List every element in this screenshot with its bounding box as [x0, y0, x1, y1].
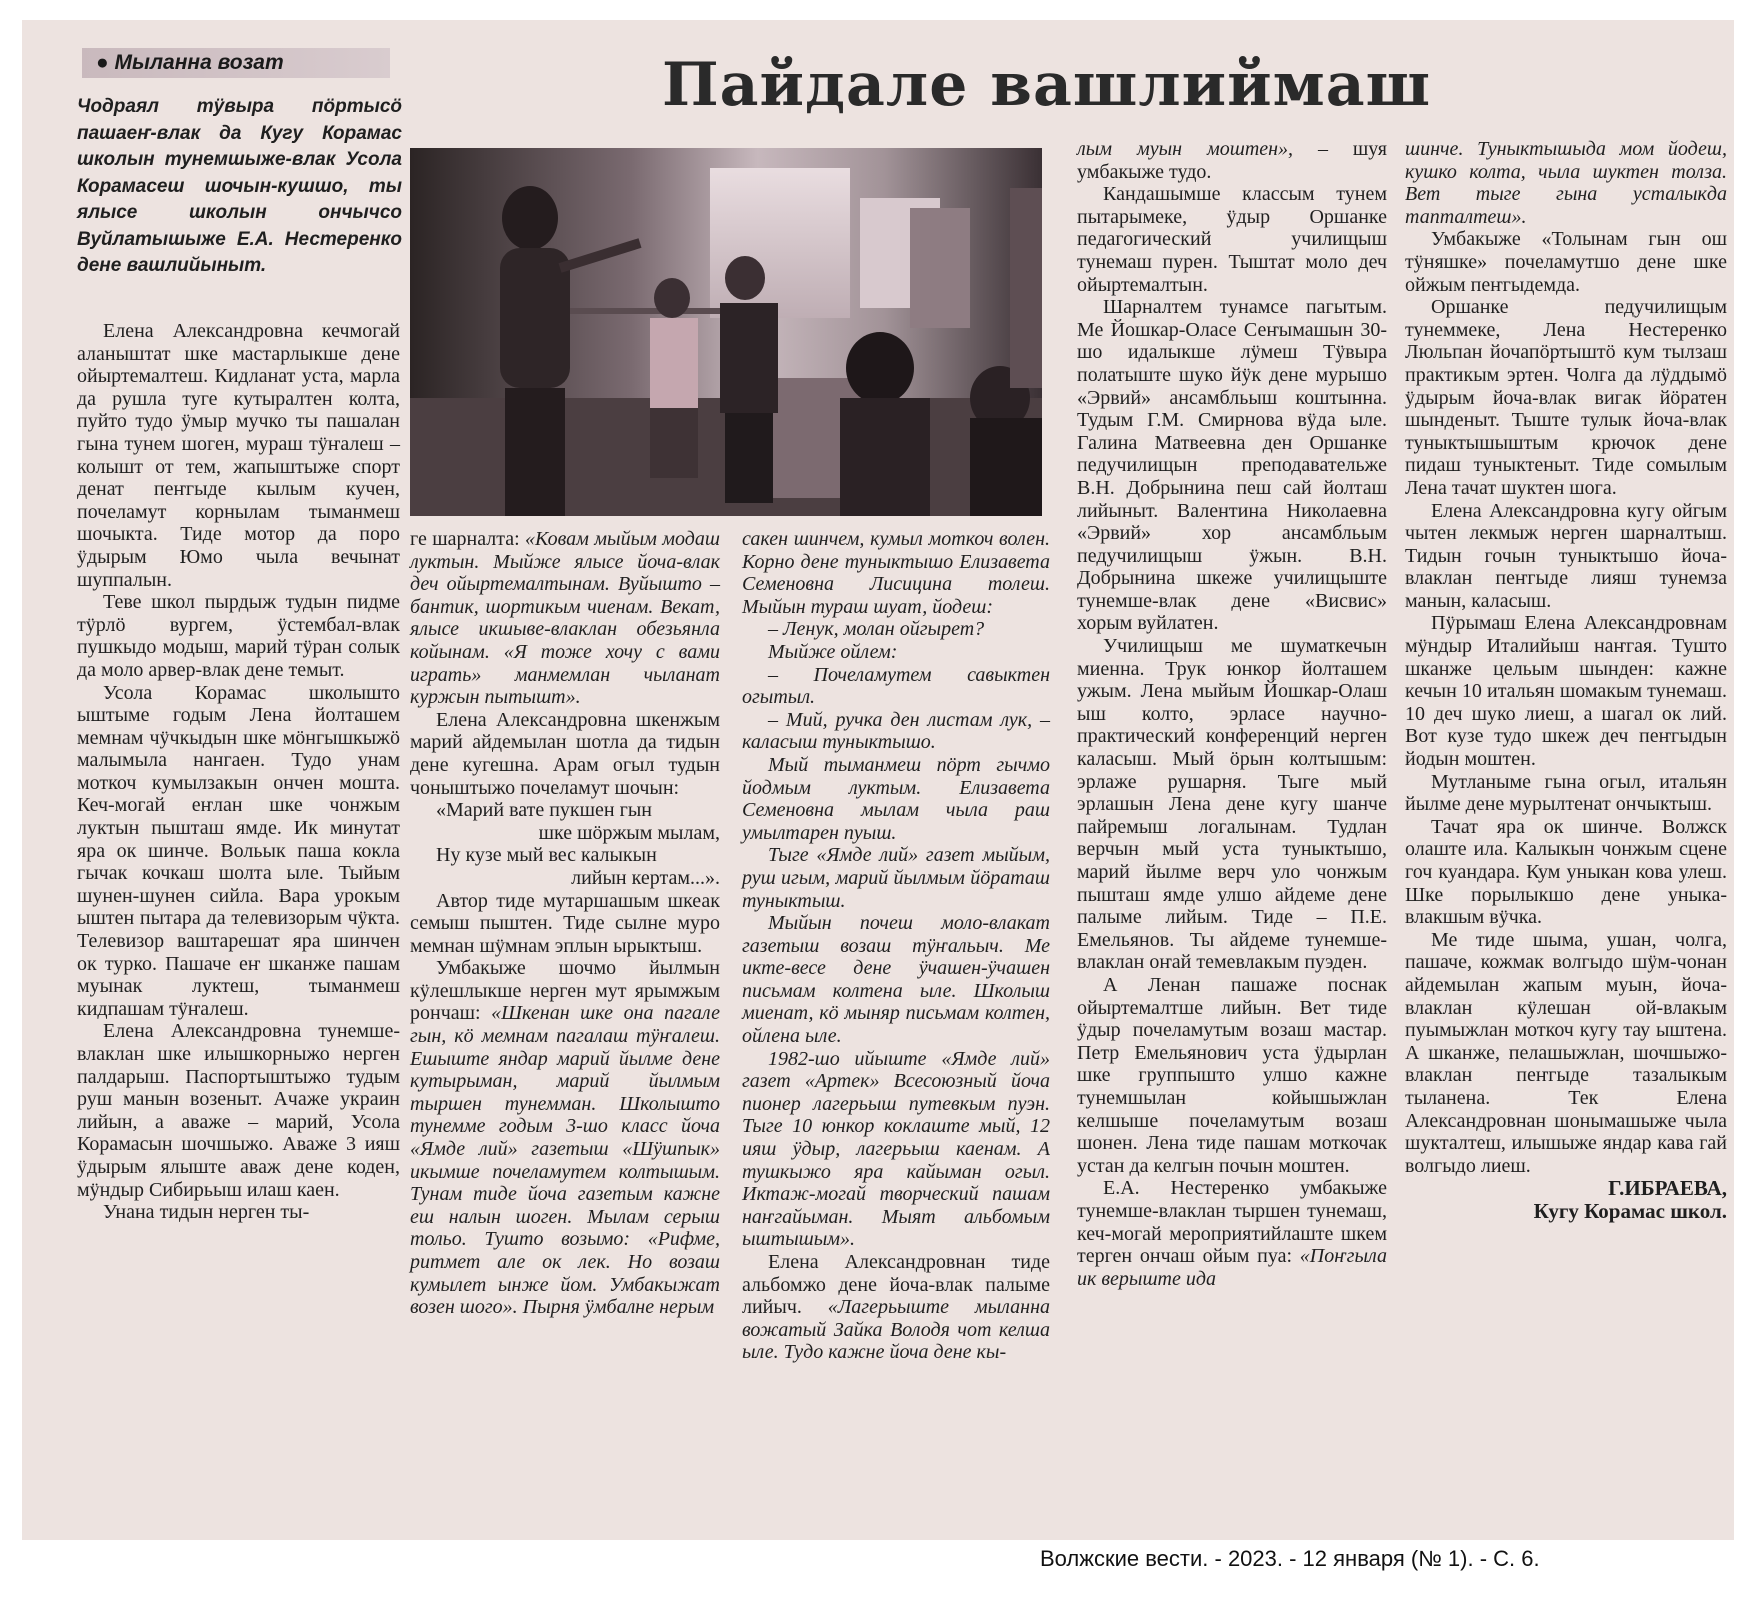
- paragraph: Усола Корамас школышто ыштыме годым Лена йолташем мемнам чӱчкыдын шке мӧнгышкыжӧ малымыла нангаен. Тудо унам моткоч кумылзакын ончен мошта. Кеч-могай еҥлан шке чонжым луктын пышташ ямде. Ик минутат яра ок шинче. Вольык паша кокла гычак кочкаш шолта ыле. Тыйым шунен-шунен сийла. Вара урокым ыштен пытара да телевизорым чӱкта. Телевизор ваштарешат яра шинчен ок турко. Пашаче еҥ шканже пашам муынак луктеш, тыманмеш кидпашам тӱҥалеш.: [77, 681, 400, 1020]
- text: Е.А. Нестеренко умбакыже тунемше-влаклан тыршен тунемаш, кеч-могай мероприятийлаште шкем терген ончаш ойым пуа:: [1077, 1177, 1387, 1268]
- paragraph: [742, 1251, 1050, 1364]
- paragraph: Елена Александровна кечмогай аланыштат шке мастарлыкше дене ойыртемалтеш. Кидланат уста, марла да рушла туге кутыралтен колта, пуйто тудо ӱмыр мучко ты пашалан гына тунем шоген, мураш тӱҥалеш – колышт от тем, жапыштыже спорт денат пеҥгыде кылым кучен, почеламут корнылам тыманмеш шочыкта. Тиде мотор да поро ӱдырым Юмо чыла вечынат шуппалын.: [77, 320, 400, 591]
- quote: 1982-шо ийыште «Ямде лий» газет «Артек» Всесоюзный йоча пионер лагерьыш путевкым пуэн. Тыге 10 юнкор коклаште мый, 12 ияш ӱдыр, лагерьыш каенам. А тушкыжо яра кайыман огыл. Иктаж-могай творческий пашам наҥгайыман. Мыят альбомым ыштышым».: [742, 1047, 1050, 1251]
- text: Елена Александровнан тиде альбомжо дене йоча-влак палыме лийыч.: [742, 1251, 1050, 1319]
- quote: «Поҥгыла ик верыште ида: [1077, 1245, 1387, 1290]
- classroom-photo: [410, 148, 1042, 516]
- article-column-3: [742, 528, 1050, 1364]
- article-photo: [410, 148, 1042, 516]
- text: Умбакыже шочмо йылмын кӱлешлыкше нерген мут ярымжым рончаш:: [410, 957, 720, 1025]
- quote: «Ковам мыйым модаш луктын. Мыйже ялысе йоча-влак деч ойыртемалтынам. Вуйышто – бантик, шортикым чиенам. Векат, ялысе икшыве-влаклан обезьянла койынам. «Я тоже хочу с вами играть» манмемлан чыланат куржын пытышт».: [410, 528, 720, 709]
- paragraph: Шарналтем тунамсе пагытым. Ме Йошкар-Оласе Сеҥымашын 30-шо идалыкше лӱмеш Тӱвыра полатыште шуко йӱк дене мурышо «Эрвий» ансамбльыш коштынна. Тудым Г.М. Смирнова вӱда ыле. Галина Матвеевна ден Оршанке педучилищын преподавательже В.Н. Добрынина пеш сай йолташ лийыныт. Валентина Николаевна «Эрвий» хор ансамбльым педучилищыш ӱжын. В.Н. Добрынина шкеже училищыште тунемше-влак дене «Висвис» хорым вуйлатен.: [1077, 296, 1387, 635]
- newspaper-page: [22, 20, 1734, 1540]
- article-column-1: [77, 320, 400, 1224]
- text: ге шарналта:: [410, 528, 526, 550]
- poem-line: Ну кузе мый вес калыкын: [436, 844, 657, 867]
- paragraph: Тачат яра ок шинче. Волжск олаште ила. Калыкын чонжым сцене гоч куандара. Кум уныкан кова улеш. Шке порылыкшо дене уныка-влакшым вӱчка.: [1405, 815, 1727, 929]
- text: – шуя умбакыже тудо.: [1077, 138, 1387, 183]
- paragraph: Елена Александровна тунемше-влаклан шке илышкорныжо нерген палдарыш. Паспортыштыжо тудым руш манын возеныт. Ачаже украин лийын, а аваже – марий, Усола Корамасын шочшыжо. Аваже 3 ияш ӱдырым ялыште аваж дене коден, мӱндыр Сибирьыш илаш каен.: [77, 1020, 400, 1201]
- rubric-text: Мыланна возат: [114, 51, 284, 74]
- paragraph: Училищыш ме шуматкечын миенна. Трук юнкор йолташем ужым. Лена мыйым Йошкар-Олаш ыш колто, эрласе научно-практический конференций нерген каласыш. Мый ӧрын колтышым: эрлаже рушарня. Тыге мый эрлашын Лена дене кугу шанче пайремыш логалынам. Тудлан верчын мый уста туныктышо, марий йылме верч уло чонжым пышташ ямде улшо айдеме дене палыме лийым. Тиде – П.Е. Емельянов. Ты айдеме тунемше-влаклан оҥай темевлакым пуэден.: [1077, 635, 1387, 974]
- quote: Тыге «Ямде лий» газет мыйым, руш игым, марий йылмым йӧраташ туныктыш.: [742, 844, 1050, 912]
- paragraph: Ме тиде шыма, ушан, чолга, пашаче, кожмак волгыдо шӱм-чонан айдемылан жапым муын, йоча-влаклан кӱлешан ой-влакым пуымыжлан моткоч кугу тау ыштена. А шканже, пелашыжлан, шочшыжо-влаклан пеҥгыде тазалыкым тыланена. Тек Елена Александровнан шонымашыже чыла шукталтеш, илышыже яндар кава гай волгыдо лиеш.: [1405, 928, 1727, 1177]
- paragraph: Оршанке педучилищым тунеммеке, Лена Нестеренко Люльпан йочапӧртыштӧ кум тылзаш практикым эртен. Чолга да лӱддымӧ ӱдырым йоча-влак вигак йӧратен шынденыт. Тыште тулык йоча-влак туныктышыштым крючок дене пидаш туныктеныт. Тиде сомылым Лена тачат шуктен шога.: [1405, 296, 1727, 499]
- dialogue-line: – Ленук, молан ойгырет?: [768, 618, 985, 641]
- quote: Мый тыманмеш пӧрт гычмо йодмым луктым. Елизавета Семеновна мылам чыла раш умылтарен пуыш.: [742, 753, 1050, 844]
- paragraph: [410, 957, 720, 1319]
- paragraph: Елена Александровна кугу ойгым чытен лекмыж нерген шарналтыш. Тидын гочын туныктышо йоча-влаклан пеҥгыде лияш тунемза манын, каласыш.: [1405, 499, 1727, 612]
- paragraph: А Ленан пашаже поснак ойыртемалтше лийын. Вет тиде ӱдыр почеламутым возаш мастар. Петр Емельянович уста ӱдырлан шке группышто улшо кажне тунемшылан койышыжлан келшыше почеламутым возаш шонен. Лена тиде пашам моткочак устан да келгын почын моштен.: [1077, 973, 1387, 1177]
- author-affiliation: Кугу Корамас школ.: [1533, 1198, 1727, 1223]
- paragraph: Пӱрымаш Елена Александровнам мӱндыр Италийыш наҥгая. Тушто шканже цельым шынден: кажне кечын 10 итальян шомакым тунемаш. 10 деч шуко лиеш, а шагал ок лий. Вот кузе тудо шкеж деч пеҥгыдын йодын моштен.: [1405, 612, 1727, 771]
- quote: Мыйын почеш моло-влакат газетыш возаш тӱҥальыч. Ме икте-весе дене ӱчашен-ӱчашен письмам колтена ыле. Школыш миенат, кӧ мыняр письмам колтен, ойлена ыле.: [742, 912, 1050, 1048]
- poem: [410, 799, 720, 889]
- dialogue-line: Мыйже ойлем:: [768, 640, 898, 663]
- headline: Пайдале вашлиймаш: [662, 50, 1432, 120]
- bullet-icon: ●: [96, 51, 115, 74]
- poem-line: шке шӧржым мылам,: [538, 821, 720, 844]
- dialogue-line: – Почеламутем савыктен огытыл.: [742, 663, 1050, 709]
- paragraph: [410, 528, 720, 709]
- paragraph: Кандашымше классым тунем пытарымеке, ӱдыр Оршанке педагогический училищыш тунемаш пурен. Тыштат моло деч ойыртемалтын.: [1077, 183, 1387, 296]
- poem-line: лийын кертам...».: [571, 866, 720, 889]
- quote: шинче. Туныктышыда мом йодеш, кушко колта, чыла шуктен толза. Вет тыге гына усталыкда тапталтеш».: [1405, 138, 1727, 228]
- quote: лым муын моштен»,: [1077, 138, 1294, 160]
- paragraph: Умбакыже «Толынам гын ош тӱняшке» почеламутшо дене шке ойжым пеҥгыдемда.: [1405, 228, 1727, 296]
- paragraph: [1077, 138, 1387, 183]
- paragraph: [1077, 1177, 1387, 1290]
- lead-paragraph: Чодраял тӱвыра пӧртысӧ пашаеҥ-влак да Кугу Корамас школын тунемшыже-влак Усола Корамасеш шочын-кушшо, ты ялысе школын ончычсо Вуйлатышыже Е.А. Нестеренко дене вашлийыныт.: [77, 96, 402, 276]
- paragraph: Теве школ пырдыж тудын пидме тӱрлӧ вургем, ӱстембал-влак пушкыдо модыш, марий тӱран солык да моло арвер-влак дене темыт.: [77, 591, 400, 681]
- poem-line: «Марий вате пукшен гын: [436, 799, 652, 822]
- paragraph: Автор тиде мутаршашым шкеак семыш пыштен. Тиде сылне муро мемнан шӱмнам эплын ырыктыш.: [410, 889, 720, 957]
- author-signature: Г.ИБРАЕВА,: [1608, 1176, 1727, 1201]
- article-column-4: [1077, 138, 1387, 1290]
- dialogue-line: – Мий, ручка ден листам лук, – каласыш туныктышо.: [742, 708, 1050, 754]
- quote: сакен шинчем, кумыл моткоч волен. Корно дене туныктышо Елизавета Семеновна Лисицина толеш. Мыйын тураш шуат, йодеш:: [742, 528, 1050, 618]
- paragraph: Елена Александровна шкенжым марий айдемылан шотла да тидын дене кугешна. Арам огыл тудын чоныштыжо почеламут шочын:: [410, 708, 720, 799]
- source-citation: Волжские вести. - 2023. - 12 января (№ 1). - С. 6.: [1040, 1546, 1540, 1571]
- quote: «Лагерьыште мыланна вожатый Зайка Володя чот келша ыле. Тудо кажне йоча дене кы-: [742, 1296, 1050, 1364]
- rubric-label: [82, 48, 390, 78]
- paragraph: Унана тидын нерген ты-: [103, 1201, 310, 1224]
- article-column-2: [410, 528, 720, 1319]
- paragraph: Мутланыме гына огыл, итальян йылме дене мурылтенат ончыктыш.: [1405, 770, 1727, 816]
- quote: «Шкенан шке она пагале гын, кӧ мемнам пагалаш тӱҥалеш. Ешыште яндар марий йылме дене кутырыман, марий йылмым тыршен тунемман. Школышто тунемме годым 3-шо класс йоча «Ямде лий» газетыш «Шӱшпык» икымше почеламутем колтышым. Тунам тиде йоча газетым кажне еш налын шоген. Мылам серыш тольо. Тушто возымо: «Рифме, ритмет але ок лек. Но возаш кумылет ынже йом. Умбакыжат возен шого». Пырня ӱмбалне нерым: [410, 1002, 720, 1319]
- article-column-5: [1405, 138, 1727, 1223]
